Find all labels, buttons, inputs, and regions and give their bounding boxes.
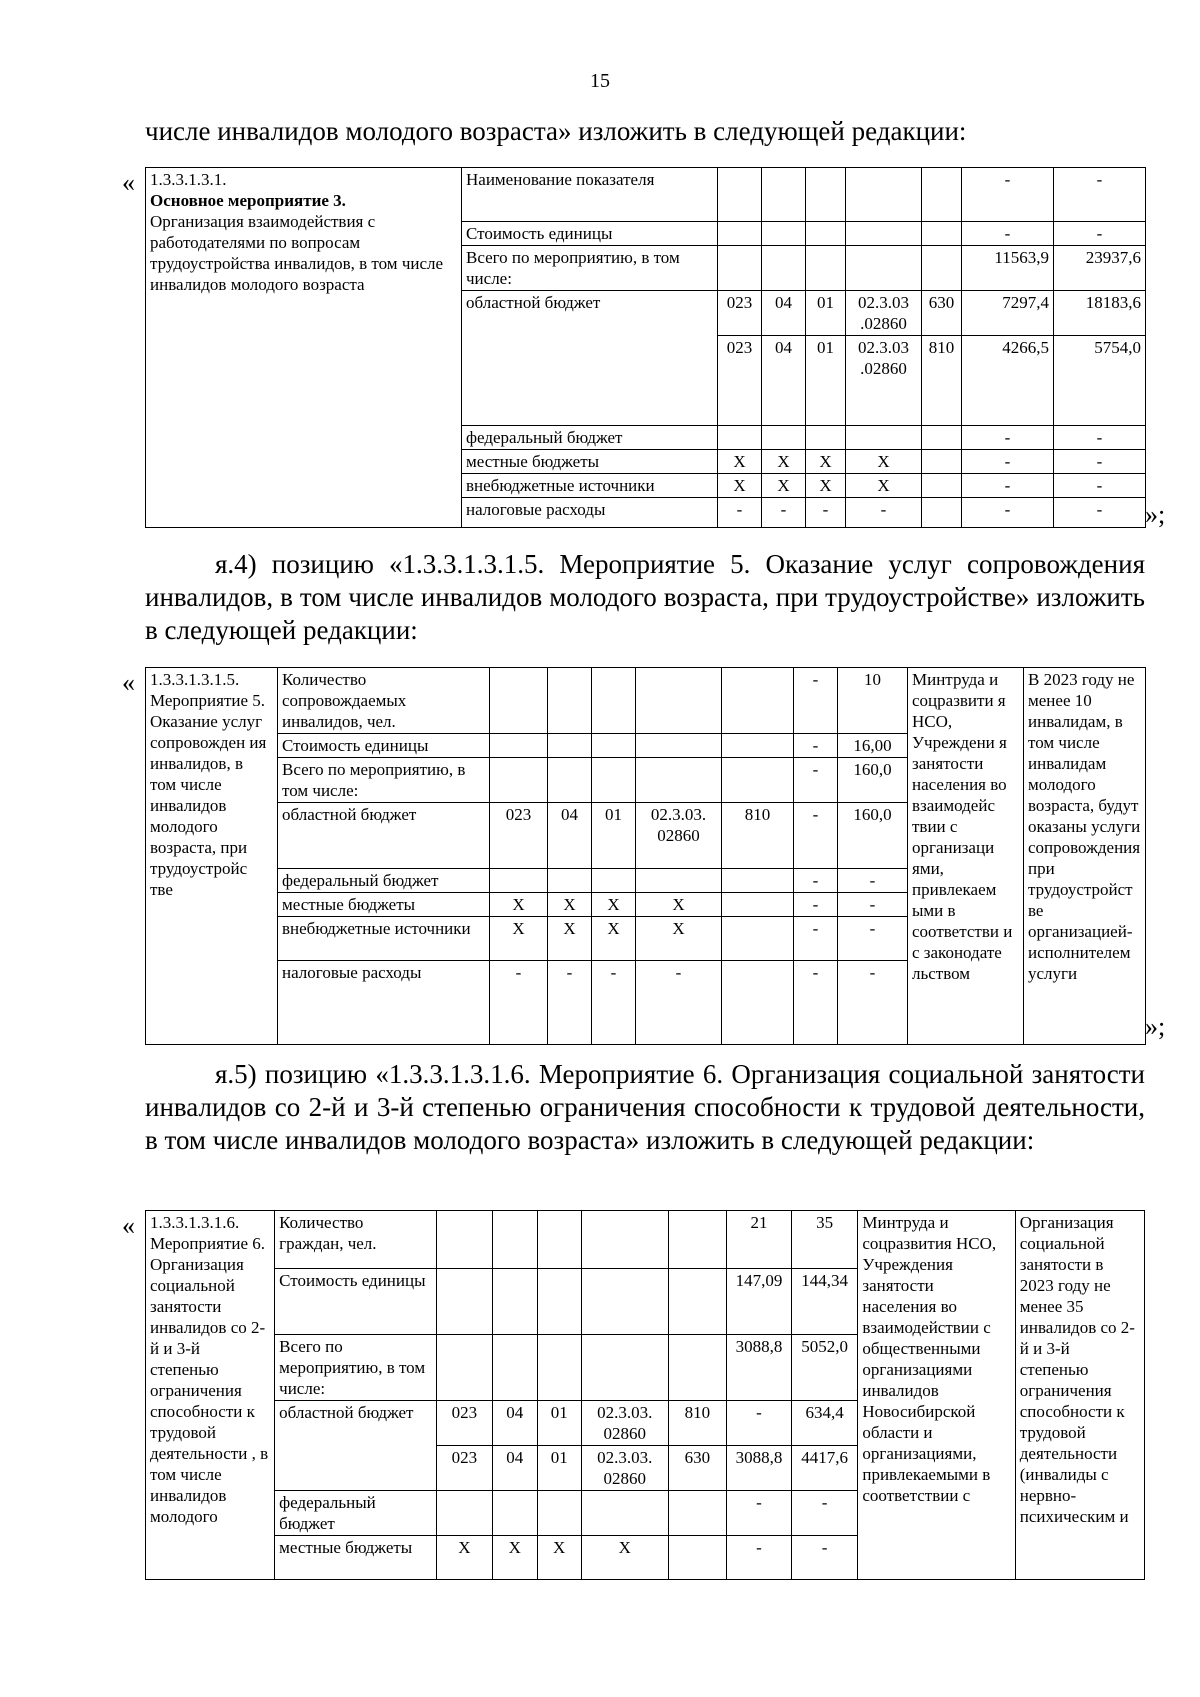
table3-value: 3088,8 bbox=[727, 1335, 792, 1401]
table2-result: В 2023 году не менее 10 инвалидам, в том числе инвалидам молодого возраста, будут оказаны услуги сопровождения при трудоустройст ве организацией-исполнителем услуги bbox=[1024, 668, 1146, 1045]
table2-value: - bbox=[794, 734, 838, 758]
table2-cell: Х bbox=[490, 917, 548, 961]
table1-cell: 01 bbox=[806, 336, 846, 426]
table3-cell bbox=[436, 1211, 493, 1269]
table3-cell bbox=[668, 1269, 727, 1335]
table3-cell bbox=[668, 1491, 727, 1536]
table3-cell bbox=[436, 1269, 493, 1335]
table1-cell: - bbox=[762, 498, 806, 528]
table2-cell: - bbox=[636, 961, 722, 1045]
table1-row-label: Наименование показателя bbox=[462, 168, 718, 222]
table2-cell bbox=[592, 668, 636, 734]
table2-cell bbox=[548, 758, 592, 803]
paragraph-4: я.4) позицию «1.3.3.1.3.1.5. Мероприятие 5. Оказание услуг сопровождения инвалидов, в том числе инвалидов молодого возраста, при трудоустройстве» изложить в следующей редакции: bbox=[145, 549, 1145, 645]
table-1 bbox=[145, 167, 1146, 528]
table2-cell bbox=[548, 734, 592, 758]
table1-value: 23937,6 bbox=[1054, 246, 1146, 291]
intro-line: числе инвалидов молодого возраста» изложить в следующей редакции: bbox=[145, 116, 967, 146]
table1-cell bbox=[846, 246, 922, 291]
quote-close-2: »; bbox=[1145, 1012, 1166, 1041]
table3-cell: 01 bbox=[537, 1401, 581, 1446]
table3-cell bbox=[581, 1269, 668, 1335]
table2-cell bbox=[636, 734, 722, 758]
table1-cell: 630 bbox=[922, 291, 962, 336]
table1-row-label: внебюджетные источники bbox=[462, 474, 718, 498]
table3-result: Организация социальной занятости в 2023 году не менее 35 инвалидов со 2-й и 3-й степенью ограничения способности к трудовой деятельности (инвалиды с нервно-психическим и bbox=[1015, 1211, 1144, 1580]
table2-executor: Минтруда и соцразвити я НСО, Учреждени я занятости населения во взаимодейс твии с организаци ями, привлекаем ыми в соответстви и с законодате льством bbox=[908, 668, 1024, 1045]
table3-cell: 023 bbox=[436, 1401, 493, 1446]
table1-cell bbox=[718, 426, 762, 450]
table1-value: - bbox=[1054, 222, 1146, 246]
table1-cell: 02.3.03 .02860 bbox=[846, 336, 922, 426]
table1-cell: Х bbox=[762, 450, 806, 474]
table1-value: - bbox=[962, 474, 1054, 498]
table2-value: - bbox=[838, 917, 908, 961]
table2-value: 160,0 bbox=[838, 803, 908, 869]
quote-open-3: « bbox=[122, 1211, 135, 1240]
paragraph-5: я.5) позицию «1.3.3.1.3.1.6. Мероприятие 6. Организация социальной занятости инвалидов со 2-й и 3-й степенью ограничения способности к трудовой деятельности, в том числе инвалидов молодого возраста» изложить в следующей редакции: bbox=[145, 1059, 1145, 1155]
table2-value: - bbox=[794, 803, 838, 869]
table1-cell bbox=[762, 222, 806, 246]
table3-cell bbox=[436, 1335, 493, 1401]
table1-value: 5754,0 bbox=[1054, 336, 1146, 426]
table3-cell: 630 bbox=[668, 1446, 727, 1491]
table1-description-cell bbox=[146, 168, 462, 528]
table2-cell: Х bbox=[490, 893, 548, 917]
table1-cell bbox=[922, 498, 962, 528]
table2-cell bbox=[636, 869, 722, 893]
table3-cell bbox=[581, 1211, 668, 1269]
table1-cell: Х bbox=[762, 474, 806, 498]
table1-cell bbox=[922, 222, 962, 246]
table2-cell: 023 bbox=[490, 803, 548, 869]
table1-cell bbox=[762, 168, 806, 222]
table1-cell: Х bbox=[806, 474, 846, 498]
table1-cell: Х bbox=[718, 450, 762, 474]
table3-value: - bbox=[727, 1536, 792, 1580]
table1-value: 7297,4 bbox=[962, 291, 1054, 336]
table1-cell: Х bbox=[806, 450, 846, 474]
table2-cell bbox=[722, 668, 794, 734]
table1-cell bbox=[762, 246, 806, 291]
table-3 bbox=[145, 1210, 1145, 1580]
table1-code: 1.3.3.1.3.1. bbox=[150, 170, 227, 189]
table3-cell bbox=[668, 1211, 727, 1269]
table1-cell: 04 bbox=[762, 336, 806, 426]
table2-value: - bbox=[794, 917, 838, 961]
table1-title: Основное мероприятие 3. bbox=[150, 191, 346, 210]
table2-row-label: налоговые расходы bbox=[278, 961, 490, 1045]
table1-cell bbox=[806, 426, 846, 450]
table3-cell: Х bbox=[436, 1536, 493, 1580]
table3-cell: 04 bbox=[493, 1401, 537, 1446]
table1-cell bbox=[718, 222, 762, 246]
table2-value: - bbox=[838, 893, 908, 917]
table1-cell bbox=[846, 168, 922, 222]
table3-cell: 810 bbox=[668, 1401, 727, 1446]
table2-row-label: внебюджетные источники bbox=[278, 917, 490, 961]
table2-cell bbox=[490, 734, 548, 758]
table1-cell bbox=[762, 426, 806, 450]
table3-value: 35 bbox=[791, 1211, 858, 1269]
table3-value: 3088,8 bbox=[727, 1446, 792, 1491]
table3-value: 147,09 bbox=[727, 1269, 792, 1335]
table3-cell bbox=[493, 1269, 537, 1335]
table3-cell: 023 bbox=[436, 1446, 493, 1491]
table3-cell: Х bbox=[537, 1536, 581, 1580]
table2-row-label: областной бюджет bbox=[278, 803, 490, 869]
table2-row-label: федеральный бюджет bbox=[278, 869, 490, 893]
table1-cell: Х bbox=[846, 450, 922, 474]
table2-value: - bbox=[838, 869, 908, 893]
table3-cell: 04 bbox=[493, 1446, 537, 1491]
table2-row-label: Количество сопровождаемых инвалидов, чел. bbox=[278, 668, 490, 734]
table1-row-label: Стоимость единицы bbox=[462, 222, 718, 246]
table1-cell bbox=[806, 222, 846, 246]
table-2 bbox=[145, 667, 1146, 1045]
table2-cell: Х bbox=[636, 917, 722, 961]
table3-value: 21 bbox=[727, 1211, 792, 1269]
table2-cell bbox=[722, 734, 794, 758]
table1-value: 18183,6 bbox=[1054, 291, 1146, 336]
table1-cell: - bbox=[846, 498, 922, 528]
table3-cell bbox=[668, 1335, 727, 1401]
table2-row-label: Стоимость единицы bbox=[278, 734, 490, 758]
table2-value: 160,0 bbox=[838, 758, 908, 803]
table1-cell bbox=[922, 450, 962, 474]
table2-cell bbox=[490, 668, 548, 734]
table3-value: 4417,6 bbox=[791, 1446, 858, 1491]
table1-cell bbox=[922, 246, 962, 291]
table3-value: 144,34 bbox=[791, 1269, 858, 1335]
table1-cell: 023 bbox=[718, 291, 762, 336]
table1-value: - bbox=[962, 450, 1054, 474]
table3-cell: Х bbox=[581, 1536, 668, 1580]
page-number: 15 bbox=[590, 70, 610, 92]
table2-value: - bbox=[794, 961, 838, 1045]
table2-cell bbox=[548, 869, 592, 893]
table2-cell bbox=[490, 869, 548, 893]
table2-cell bbox=[722, 893, 794, 917]
table1-cell bbox=[922, 426, 962, 450]
table1-value: - bbox=[1054, 426, 1146, 450]
table3-description: 1.3.3.1.3.1.6. Мероприятие 6. Организация социальной занятости инвалидов со 2-й и 3-й степенью ограничения способности к трудовой деятельности , в том числе инвалидов молодого bbox=[146, 1211, 275, 1580]
table2-cell bbox=[592, 869, 636, 893]
table2-row-label: Всего по мероприятию, в том числе: bbox=[278, 758, 490, 803]
table3-cell bbox=[493, 1211, 537, 1269]
table1-cell: 023 bbox=[718, 336, 762, 426]
table1-cell: Х bbox=[846, 474, 922, 498]
table1-cell bbox=[846, 222, 922, 246]
table3-value: - bbox=[791, 1536, 858, 1580]
table3-cell bbox=[581, 1335, 668, 1401]
quote-close-1: »; bbox=[1145, 500, 1166, 529]
table2-value: 16,00 bbox=[838, 734, 908, 758]
table3-cell bbox=[537, 1211, 581, 1269]
table2-cell: 01 bbox=[592, 803, 636, 869]
table1-value: 11563,9 bbox=[962, 246, 1054, 291]
table3-cell: 02.3.03. 02860 bbox=[581, 1401, 668, 1446]
table1-value: 4266,5 bbox=[962, 336, 1054, 426]
table2-value: 10 bbox=[838, 668, 908, 734]
table2-cell: Х bbox=[592, 917, 636, 961]
table1-cell: - bbox=[718, 498, 762, 528]
table1-cell bbox=[922, 474, 962, 498]
table1-value: - bbox=[1054, 168, 1146, 222]
table1-cell: 01 bbox=[806, 291, 846, 336]
table1-value: - bbox=[1054, 498, 1146, 528]
table1-cell bbox=[806, 246, 846, 291]
table3-cell: 01 bbox=[537, 1446, 581, 1491]
table2-row-label: местные бюджеты bbox=[278, 893, 490, 917]
table2-cell bbox=[636, 758, 722, 803]
table2-cell: - bbox=[592, 961, 636, 1045]
table2-cell bbox=[722, 869, 794, 893]
table2-cell: Х bbox=[548, 893, 592, 917]
table1-row-label: налоговые расходы bbox=[462, 498, 718, 528]
table3-row-label: Всего по мероприятию, в том числе: bbox=[275, 1335, 436, 1401]
table2-cell bbox=[490, 758, 548, 803]
table1-value: - bbox=[962, 168, 1054, 222]
table1-row-label: местные бюджеты bbox=[462, 450, 718, 474]
table1-cell: - bbox=[806, 498, 846, 528]
table1-row-label: Всего по мероприятию, в том числе: bbox=[462, 246, 718, 291]
table2-value: - bbox=[794, 758, 838, 803]
table1-cell bbox=[922, 168, 962, 222]
table3-cell: Х bbox=[493, 1536, 537, 1580]
table2-cell bbox=[636, 668, 722, 734]
table3-cell bbox=[537, 1269, 581, 1335]
table1-row-label: областной бюджет bbox=[462, 291, 718, 426]
table3-row-label: областной бюджет bbox=[275, 1401, 436, 1491]
table2-cell bbox=[722, 758, 794, 803]
table3-cell bbox=[537, 1335, 581, 1401]
table3-cell bbox=[493, 1335, 537, 1401]
table3-value: - bbox=[727, 1401, 792, 1446]
table3-cell bbox=[436, 1491, 493, 1536]
table1-cell bbox=[846, 426, 922, 450]
table3-cell bbox=[581, 1491, 668, 1536]
table3-row-label: Количество граждан, чел. bbox=[275, 1211, 436, 1269]
table2-cell: 810 bbox=[722, 803, 794, 869]
table1-row-label: федеральный бюджет bbox=[462, 426, 718, 450]
table2-value: - bbox=[794, 668, 838, 734]
table2-cell bbox=[722, 961, 794, 1045]
table2-cell bbox=[592, 734, 636, 758]
table3-cell: 02.3.03. 02860 bbox=[581, 1446, 668, 1491]
table3-cell bbox=[493, 1491, 537, 1536]
table2-cell: 04 bbox=[548, 803, 592, 869]
table1-value: - bbox=[1054, 474, 1146, 498]
table2-value: - bbox=[838, 961, 908, 1045]
table3-row-label: Стоимость единицы bbox=[275, 1269, 436, 1335]
table2-cell: Х bbox=[548, 917, 592, 961]
table3-executor: Минтруда и соцразвития НСО, Учреждения занятости населения во взаимодействии с общественными организациями инвалидов Новосибирской области и организациями, привлекаемыми в соответствии с bbox=[858, 1211, 1015, 1580]
table1-cell: Х bbox=[718, 474, 762, 498]
table2-value: - bbox=[794, 869, 838, 893]
table2-cell bbox=[722, 917, 794, 961]
table2-cell bbox=[592, 758, 636, 803]
table1-value: - bbox=[962, 426, 1054, 450]
table2-cell bbox=[548, 668, 592, 734]
table2-value: - bbox=[794, 893, 838, 917]
table3-cell bbox=[537, 1491, 581, 1536]
table1-value: - bbox=[962, 222, 1054, 246]
quote-open-1: « bbox=[122, 168, 135, 197]
table1-cell: 02.3.03 .02860 bbox=[846, 291, 922, 336]
table3-value: - bbox=[791, 1491, 858, 1536]
table3-row-label: федеральный бюджет bbox=[275, 1491, 436, 1536]
table1-cell: 810 bbox=[922, 336, 962, 426]
table1-cell bbox=[806, 168, 846, 222]
table3-value: 5052,0 bbox=[791, 1335, 858, 1401]
table2-cell: Х bbox=[592, 893, 636, 917]
table2-description: 1.3.3.1.3.1.5. Мероприятие 5. Оказание услуг сопровожден ия инвалидов, в том числе инвалидов молодого возраста, при трудоустройс тве bbox=[146, 668, 278, 1045]
table1-cell bbox=[718, 246, 762, 291]
table3-cell bbox=[668, 1536, 727, 1580]
table2-cell: - bbox=[490, 961, 548, 1045]
table1-value: - bbox=[962, 498, 1054, 528]
table1-cell bbox=[718, 168, 762, 222]
table3-value: 634,4 bbox=[791, 1401, 858, 1446]
table2-cell: 02.3.03. 02860 bbox=[636, 803, 722, 869]
quote-open-2: « bbox=[122, 668, 135, 697]
table3-row-label: местные бюджеты bbox=[275, 1536, 436, 1580]
table1-cell: 04 bbox=[762, 291, 806, 336]
table2-cell: - bbox=[548, 961, 592, 1045]
table2-cell: Х bbox=[636, 893, 722, 917]
table1-value: - bbox=[1054, 450, 1146, 474]
table1-description: Организация взаимодействия с работодателями по вопросам трудоустройства инвалидов, в том числе инвалидов молодого возраста bbox=[150, 212, 444, 294]
table3-value: - bbox=[727, 1491, 792, 1536]
